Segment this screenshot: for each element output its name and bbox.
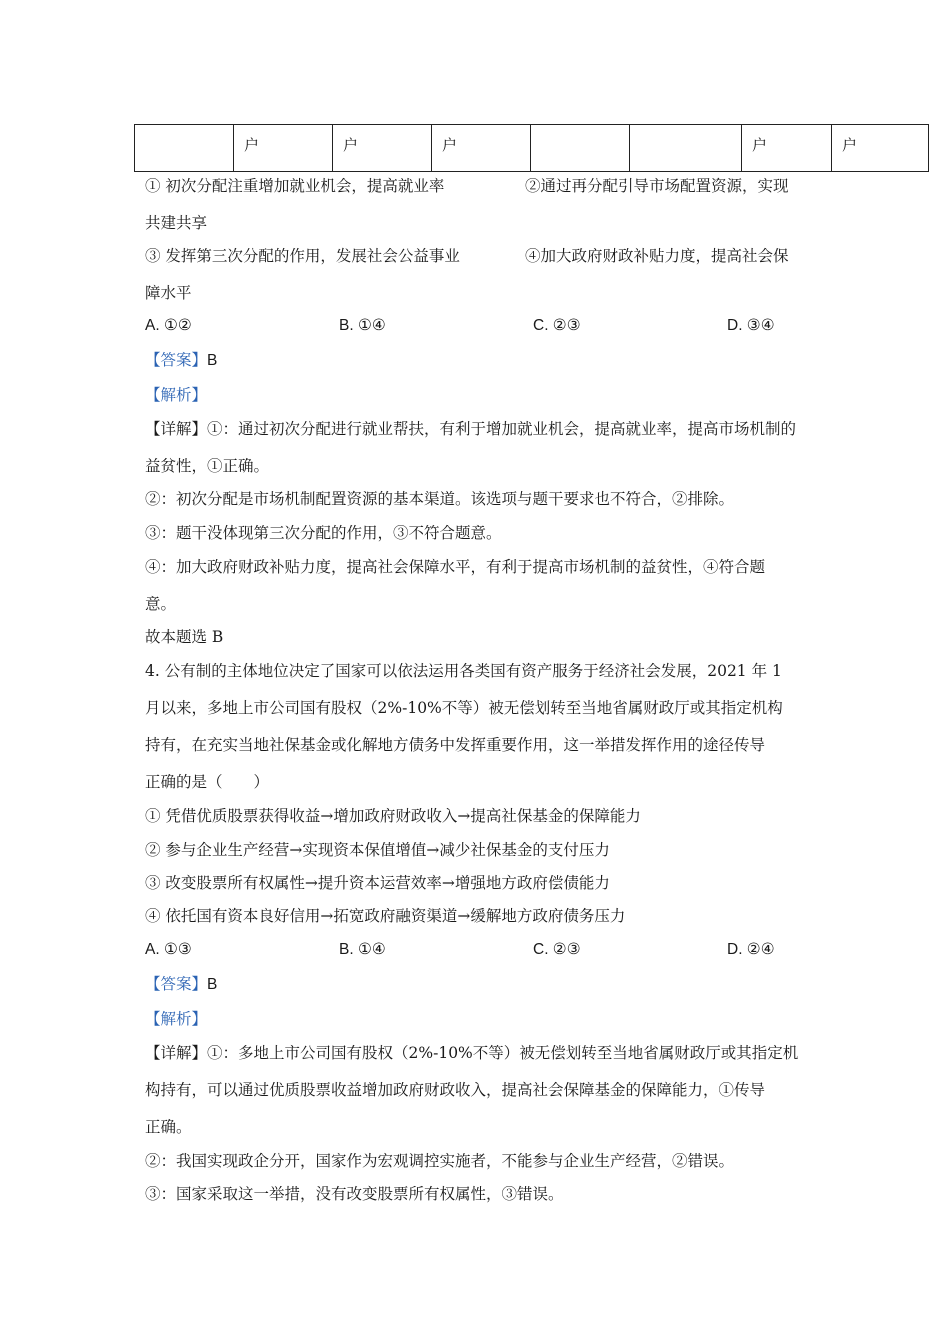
q3-option-c: C. ②③ bbox=[533, 317, 581, 334]
q3-statement-4-cont: 障水平 bbox=[145, 284, 192, 302]
q3-option-a: A. ①② bbox=[145, 317, 192, 334]
q4-detail-line: 构持有，可以通过优质股票收益增加政府财政收入，提高社会保障基金的保障能力，①传导 bbox=[145, 1081, 766, 1099]
q3-detail-line: 意。 bbox=[145, 595, 177, 613]
q3-answer bbox=[145, 350, 217, 371]
q3-detail-line: ③：题干没体现第三次分配的作用，③不符合题意。 bbox=[145, 524, 502, 542]
q4-stem-line: 月以来，多地上市公司国有股权（2%-10%不等）被无偿划转至当地省属财政厅或其指定机构 bbox=[145, 699, 783, 717]
q4-stem-line: 持有，在充实当地社保基金或化解地方债务中发挥重要作用，这一举措发挥作用的途径传导 bbox=[145, 736, 766, 754]
q4-analysis-label: 【解析】 bbox=[145, 1010, 208, 1028]
q4-statement: ③ 改变股票所有权属性→提升资本运营效率→增强地方政府偿债能力 bbox=[145, 874, 610, 892]
q4-statement: ① 凭借优质股票获得收益→增加政府财政收入→提高社保基金的保障能力 bbox=[145, 807, 641, 825]
q3-detail-line: ④：加大政府财政补贴力度，提高社会保障水平，有利于提高市场机制的益贫性，④符合题 bbox=[145, 558, 766, 576]
table-cell: 户 bbox=[432, 125, 531, 172]
answer-value: B bbox=[207, 976, 218, 993]
q4-stem-line: 4. 公有制的主体地位决定了国家可以依法运用各类国有资产服务于经济社会发展，2021 年 1 bbox=[145, 662, 782, 680]
q3-option-b: B. ①④ bbox=[339, 317, 386, 334]
q3-statement-3: ③ 发挥第三次分配的作用，发展社会公益事业 bbox=[145, 247, 460, 265]
q4-stem-line: 正确的是（ ） bbox=[145, 773, 270, 791]
q4-detail-line: 正确。 bbox=[145, 1118, 192, 1136]
q4-answer bbox=[145, 974, 217, 995]
q3-option-d: D. ③④ bbox=[727, 317, 775, 334]
q4-option-c: C. ②③ bbox=[533, 941, 581, 958]
q3-detail-line: 【详解】①：通过初次分配进行就业帮扶，有利于增加就业机会，提高就业率，提高市场机制的 bbox=[145, 420, 797, 438]
q3-conclusion: 故本题选 B bbox=[145, 628, 224, 646]
answer-label: 【答案】 bbox=[145, 351, 208, 369]
answer-value: B bbox=[207, 352, 218, 369]
household-table bbox=[134, 124, 929, 172]
q4-detail-line: 【详解】①：多地上市公司国有股权（2%-10%不等）被无偿划转至当地省属财政厅或其指定机 bbox=[145, 1044, 799, 1062]
table-cell bbox=[531, 125, 630, 172]
table-cell bbox=[630, 125, 742, 172]
q4-detail-line: ②：我国实现政企分开，国家作为宏观调控实施者，不能参与企业生产经营，②错误。 bbox=[145, 1152, 735, 1170]
q4-option-d: D. ②④ bbox=[727, 941, 775, 958]
q4-statement: ② 参与企业生产经营→实现资本保值增值→减少社保基金的支付压力 bbox=[145, 841, 610, 859]
q4-option-a: A. ①③ bbox=[145, 941, 192, 958]
q3-statement-4: ④加大政府财政补贴力度，提高社会保 bbox=[525, 247, 789, 265]
answer-label: 【答案】 bbox=[145, 975, 208, 993]
table-cell bbox=[135, 125, 234, 172]
table-row bbox=[135, 125, 929, 172]
q3-detail-line: ②：初次分配是市场机制配置资源的基本渠道。该选项与题干要求也不符合，②排除。 bbox=[145, 490, 735, 508]
q4-option-b: B. ①④ bbox=[339, 941, 386, 958]
table-cell: 户 bbox=[832, 125, 929, 172]
q3-statement-2-cont: 共建共享 bbox=[145, 214, 208, 232]
q3-statement-2: ②通过再分配引导市场配置资源，实现 bbox=[525, 177, 789, 195]
q4-statement: ④ 依托国有资本良好信用→拓宽政府融资渠道→缓解地方政府债务压力 bbox=[145, 907, 626, 925]
q3-analysis-label: 【解析】 bbox=[145, 386, 208, 404]
q3-detail-line: 益贫性，①正确。 bbox=[145, 457, 270, 475]
q4-detail-line: ③：国家采取这一举措，没有改变股票所有权属性，③错误。 bbox=[145, 1185, 564, 1203]
table-cell: 户 bbox=[333, 125, 432, 172]
table-cell: 户 bbox=[234, 125, 333, 172]
q3-statement-1: ① 初次分配注重增加就业机会，提高就业率 bbox=[145, 177, 445, 195]
table-cell: 户 bbox=[742, 125, 832, 172]
